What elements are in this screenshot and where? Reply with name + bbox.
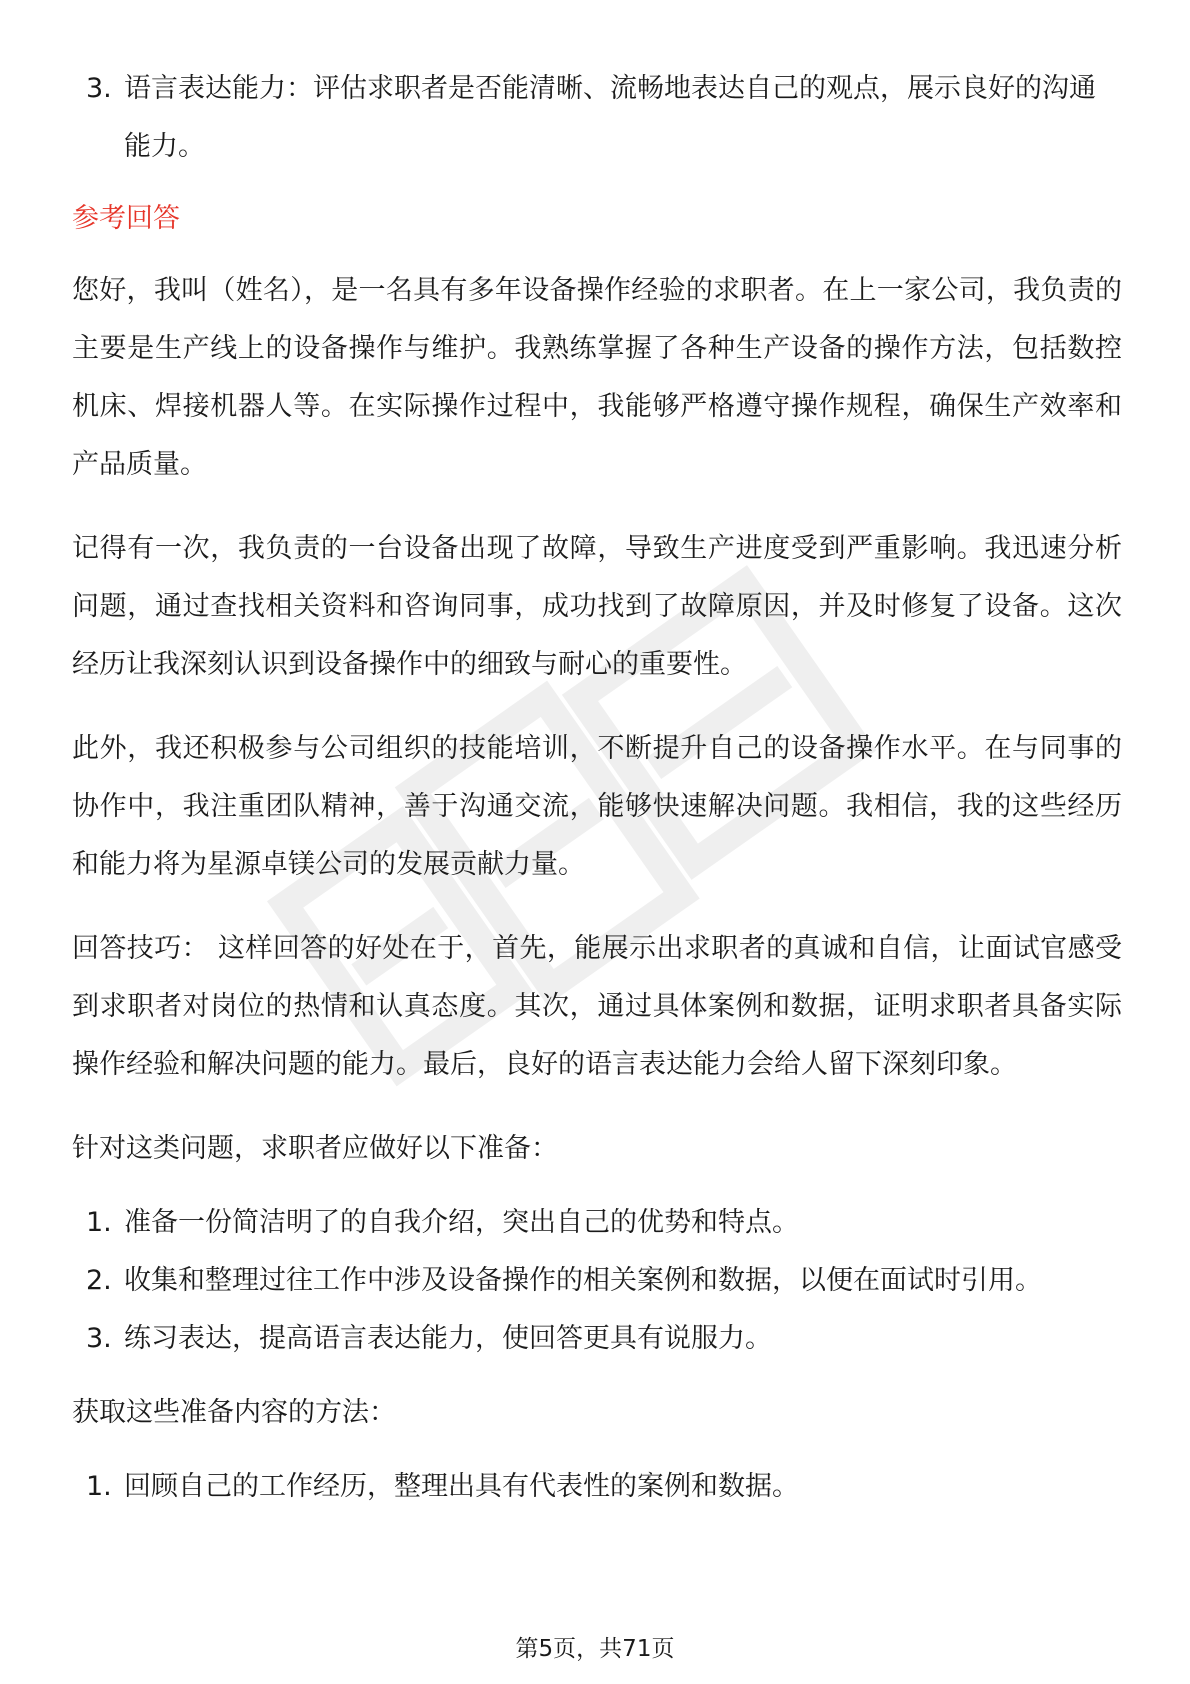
list-number: 2. (86, 1265, 112, 1296)
list-text: 准备一份简洁明了的自我介绍，突出自己的优势和特点。 (124, 1207, 799, 1238)
method-intro: 获取这些准备内容的方法： (72, 1397, 396, 1428)
list-number: 1. (86, 1471, 112, 1502)
list-item (72, 60, 1122, 176)
list-item (72, 1458, 1122, 1516)
list-number: 1. (86, 1207, 112, 1238)
paragraph-answer-closing: 此外，我还积极参与公司组织的技能培训，不断提升自己的设备操作水平。在与同事的协作中，我注重团队精神，善于沟通交流，能够快速解决问题。我相信，我的这些经历和能力将为星源卓镁公司的发展贡献力量。 (72, 733, 1122, 880)
prep-intro: 针对这类问题，求职者应做好以下准备： (72, 1133, 558, 1164)
list-text: 语言表达能力：评估求职者是否能清晰、流畅地表达自己的观点，展示良好的沟通能力。 (124, 73, 1096, 162)
list-item (72, 1194, 1122, 1252)
section-heading: 参考回答 (72, 203, 180, 234)
list-number: 3. (86, 1323, 112, 1354)
paragraph-answer-tips: 回答技巧： 这样回答的好处在于，首先，能展示出求职者的真诚和自信，让面试官感受到求职者对岗位的热情和认真态度。其次，通过具体案例和数据，证明求职者具备实际操作经验和解决问题的能力。最后，良好的语言表达能力会给人留下深刻印象。 (72, 933, 1122, 1080)
list-item (72, 1252, 1122, 1310)
paragraph-answer-story: 记得有一次，我负责的一台设备出现了故障，导致生产进度受到严重影响。我迅速分析问题，通过查找相关资料和咨询同事，成功找到了故障原因，并及时修复了设备。这次经历让我深刻认识到设备操作中的细致与耐心的重要性。 (72, 533, 1122, 680)
list-text: 回顾自己的工作经历，整理出具有代表性的案例和数据。 (124, 1471, 799, 1502)
document-body (72, 60, 1122, 1516)
page-footer: 第5页，共71页 (515, 1636, 675, 1662)
paragraph-answer-intro: 您好，我叫（姓名），是一名具有多年设备操作经验的求职者。在上一家公司，我负责的主要是生产线上的设备操作与维护。我熟练掌握了各种生产设备的操作方法，包括数控机床、焊接机器人等。在实际操作过程中，我能够严格遵守操作规程，确保生产效率和产品质量。 (72, 275, 1122, 480)
list-item (72, 1310, 1122, 1368)
list-number: 3. (86, 73, 112, 104)
list-text: 练习表达，提高语言表达能力，使回答更具有说服力。 (124, 1323, 772, 1354)
list-text: 收集和整理过往工作中涉及设备操作的相关案例和数据，以便在面试时引用。 (124, 1265, 1042, 1296)
